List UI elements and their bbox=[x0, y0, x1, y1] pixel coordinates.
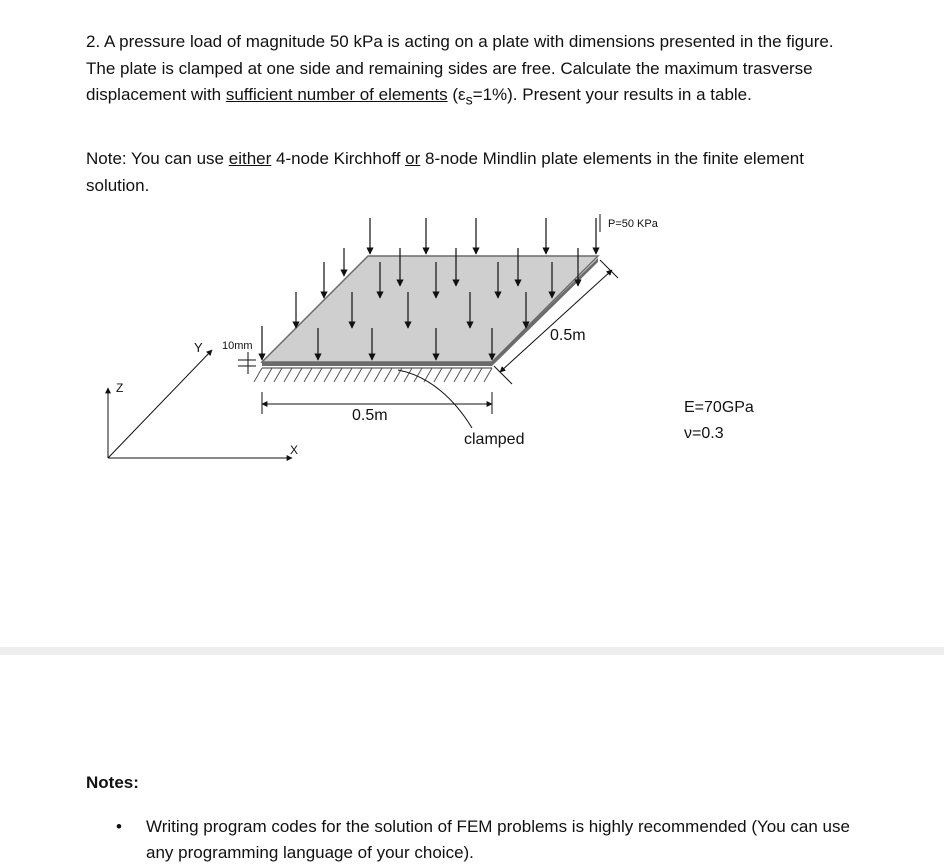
note-suffix: 8-node Mindlin plate elements in the finite element solution. bbox=[86, 149, 804, 195]
problem-statement bbox=[86, 29, 846, 114]
width-label: 0.5m bbox=[352, 407, 388, 424]
axis-y-label: Y bbox=[194, 340, 203, 355]
problem-text-part3: =1%). Present your results in a table. bbox=[472, 85, 752, 104]
problem-text-part2: (ε bbox=[447, 85, 466, 104]
notes-bullet-1: Writing program codes for the solution of FEM problems is highly recommended (You can use any programming language of your choice). bbox=[146, 817, 850, 862]
notes-heading: Notes: bbox=[86, 773, 139, 792]
problem-text-part1: A pressure load of magnitude 50 kPa is acting on a plate with dimensions presented in the figure. The plate is clamped at one side and remaining sides are free. Calculate the maximum trasverse displacement with bbox=[86, 32, 834, 104]
note-paragraph bbox=[86, 146, 846, 199]
note-either: either bbox=[228, 149, 272, 168]
axis-x-label: X bbox=[290, 443, 299, 457]
epsilon-subscript: s bbox=[465, 92, 473, 109]
thickness-marker bbox=[238, 352, 256, 374]
thickness-label: 10mm bbox=[222, 340, 253, 352]
bullet-icon: • bbox=[116, 817, 122, 836]
pressure-label: P=50 KPa bbox=[608, 218, 658, 230]
depth-label: 0.5m bbox=[550, 327, 586, 344]
modulus-label: E=70GPa bbox=[684, 399, 754, 416]
poisson-label: ν=0.3 bbox=[684, 425, 724, 442]
clamped-leader bbox=[398, 370, 472, 428]
note-prefix: Note: You can use bbox=[86, 149, 229, 168]
page-separator bbox=[0, 647, 944, 655]
problem-number: 2. bbox=[86, 32, 101, 51]
axis-z-label: Z bbox=[116, 381, 124, 395]
underlined-phrase: sufficient number of elements bbox=[225, 85, 448, 104]
note-or: or bbox=[405, 149, 421, 168]
plate-figure bbox=[0, 200, 944, 480]
clamped-label: clamped bbox=[464, 431, 525, 448]
clamped-hatch bbox=[254, 368, 492, 382]
note-middle: 4-node Kirchhoff bbox=[271, 149, 406, 168]
